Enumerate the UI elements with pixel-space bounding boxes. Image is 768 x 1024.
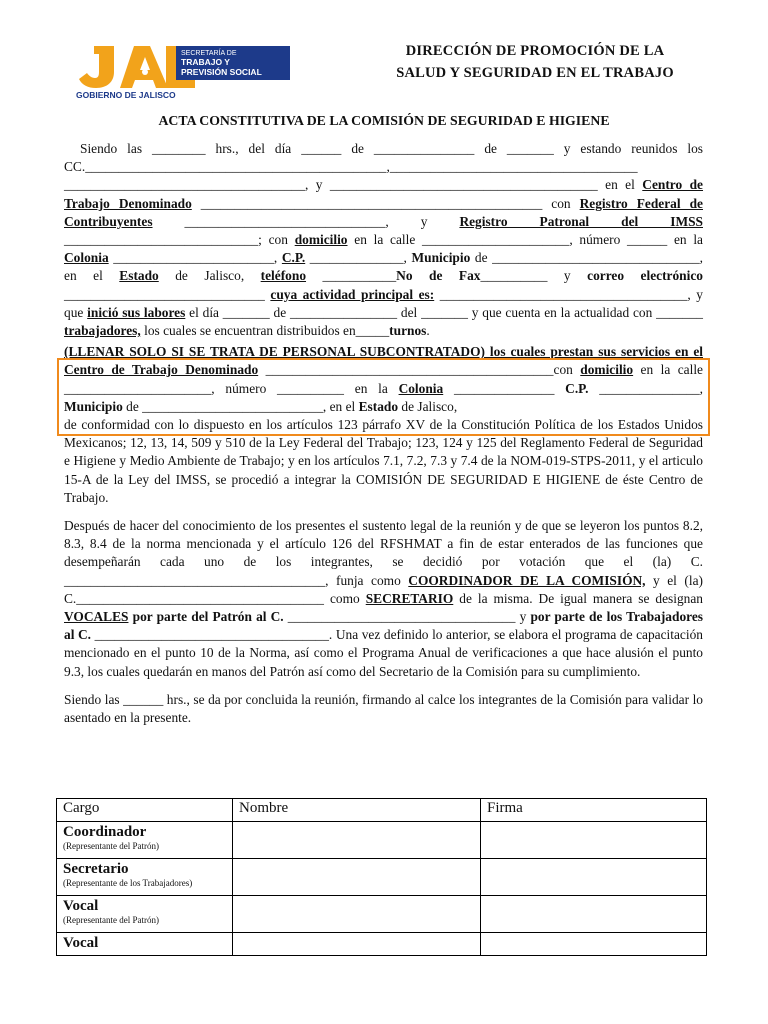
label-rfc: Registro Federal de Contribuyentes bbox=[64, 195, 703, 229]
spacer bbox=[64, 507, 703, 517]
text-segment: de ___________________________, en el bbox=[122, 398, 359, 414]
text-segment: los cuales se encuentran distribuidos en_____ bbox=[140, 323, 390, 339]
label-vocales: VOCALES bbox=[64, 609, 129, 625]
header-cargo: Cargo bbox=[57, 799, 233, 822]
nombre-cell[interactable] bbox=[233, 859, 481, 896]
label-estado-2: Estado bbox=[358, 398, 399, 414]
paragraph-subcontratado bbox=[64, 343, 703, 416]
label-cp-2: C.P. bbox=[565, 380, 589, 396]
label-domicilio: domicilio bbox=[294, 232, 348, 248]
nombre-cell[interactable] bbox=[233, 933, 481, 956]
text-segment: _____________________________; con bbox=[64, 232, 295, 248]
text-segment: __________ y bbox=[480, 268, 588, 284]
text-segment: _____________________________________, y que bbox=[64, 286, 703, 320]
label-colonia-2: Colonia bbox=[398, 380, 444, 396]
label-inicio-labores: inició sus labores bbox=[87, 304, 186, 320]
logo-line2: TRABAJO Y bbox=[181, 57, 230, 67]
cargo-cell bbox=[57, 896, 233, 933]
text-segment: ___________________________________________con bbox=[258, 362, 581, 378]
department-line-1: DIRECCIÓN DE PROMOCIÓN DE LA bbox=[405, 43, 665, 59]
header-nombre: Nombre bbox=[233, 799, 481, 822]
label-por-parte-patron: por parte del Patrón al C. bbox=[132, 609, 284, 625]
label-domicilio-2: domicilio bbox=[580, 362, 634, 378]
text-segment: . bbox=[426, 323, 430, 339]
text-segment: en la calle ______________________, número ______ en la bbox=[347, 232, 703, 248]
logo-footer: GOBIERNO DE JALISCO bbox=[76, 90, 176, 100]
table-header-row bbox=[57, 799, 707, 822]
label-municipio: Municipio bbox=[411, 250, 471, 266]
text-segment: ___________________________________. Una vez definido lo anterior, se elabora el programa de capacitación mencionado en el punto 10 de la Norma, así como el Programa Anual de verificaciones a que hace alusión el punto 9.3, los cuales quedarán en manos del Patrón así como del Secretario de la Comisión para su cumplimiento. bbox=[64, 627, 703, 679]
text-segment: el día _______ de ________________ del _______ y que cuenta en la actualidad con _______ bbox=[185, 304, 703, 320]
cargo-name: Vocal bbox=[63, 898, 99, 914]
subcontratado-lead: (LLENAR SOLO SI SE TRATA DE PERSONAL SUBCONTRATADO) los cuales prestan sus servicios en el Centro de Trabajo Denominado bbox=[64, 344, 703, 378]
nombre-cell[interactable] bbox=[233, 822, 481, 859]
text-segment: Después de hacer del conocimiento de los presentes el sustento legal de la reunión y de que se leyeron los puntos 8.2, 8.3, 8.4 de la norma mencionada y el artículo 126 del RFSHMAT a fin de estar enterados de las funciones que desempeñarán cada uno de los integrantes, se decidió por votación que el (la) C. _______________________________________, funja como bbox=[64, 518, 703, 588]
firma-cell[interactable] bbox=[481, 822, 707, 859]
label-cp: C.P. bbox=[281, 250, 306, 266]
table-row bbox=[57, 859, 707, 896]
text-segment: de Jalisco, bbox=[158, 268, 261, 284]
label-coordinador: COORDINADOR DE LA COMISIÓN, bbox=[408, 572, 646, 588]
text-segment: Siendo las ________ hrs., del día ______ de _______________ de _______ y estando reunidos los CC._____________________________________________,_____________________________________ ____________________________________, y ________________________________________ en el bbox=[64, 141, 703, 193]
label-correo: correo electrónico bbox=[587, 268, 703, 284]
text-segment: de Jalisco, bbox=[398, 398, 458, 414]
cargo-subtitle: (Representante de los Trabajadores) bbox=[63, 878, 193, 888]
logo-line1: SECRETARÍA DE bbox=[181, 50, 237, 57]
label-centro-trabajo: Centro de Trabajo Denominado bbox=[64, 177, 704, 211]
table-row bbox=[57, 933, 707, 956]
label-turnos: turnos bbox=[389, 323, 427, 339]
text-segment: __________________________________ y bbox=[283, 609, 531, 625]
firma-cell[interactable] bbox=[481, 896, 707, 933]
cargo-cell bbox=[57, 933, 233, 956]
text-segment: de _______________________________, en el bbox=[64, 250, 704, 284]
label-registro-imss: Registro Patronal del IMSS bbox=[459, 213, 703, 229]
paragraph-datos-generales bbox=[64, 140, 703, 340]
text-segment: ___________ bbox=[306, 268, 397, 284]
text-segment: ______________, bbox=[305, 250, 412, 266]
text-segment: ________________________, bbox=[108, 250, 282, 266]
firma-cell[interactable] bbox=[481, 933, 707, 956]
cargo-name: Vocal bbox=[63, 935, 99, 951]
text-segment: de la misma. De igual manera se designan bbox=[453, 590, 703, 606]
header-firma: Firma bbox=[481, 799, 707, 822]
logo-line3: PREVISIÓN SOCIAL bbox=[181, 67, 262, 77]
table-row bbox=[57, 896, 707, 933]
text-segment: ______________________________ bbox=[64, 286, 271, 302]
text-segment: _______________, bbox=[588, 380, 704, 396]
paragraph-designacion bbox=[64, 517, 703, 681]
jal-logo-graphic bbox=[74, 42, 290, 100]
nombre-cell[interactable] bbox=[233, 896, 481, 933]
cargo-cell bbox=[57, 859, 233, 896]
signature-table bbox=[56, 798, 707, 956]
cargo-cell bbox=[57, 822, 233, 859]
document-title: ACTA CONSTITUTIVA DE LA COMISIÓN DE SEGURIDAD E HIGIENE bbox=[158, 113, 610, 128]
label-fax: No de Fax bbox=[396, 268, 481, 284]
cargo-name: Coordinador bbox=[63, 824, 147, 840]
label-secretario: SECRETARIO bbox=[365, 590, 454, 606]
paragraph-fundamento-legal: de conformidad con lo dispuesto en los artículos 123 párrafo XV de la Constitución Política de los Estados Unidos Mexicanos; 12, 13, 14, 509 y 510 de la Ley Federal del Trabajo; 123, 124 y 125 del Reglamento Federal de Seguridad e Higiene y Medio Ambiente de Trabajo; y en los artículos 7.1, 7.2, 7.3 y 7.4 de la NOM-019-STPS-2011, y el articulo 15-A de la Ley del IMSS, se procedió a integrar la COMISIÓN DE SEGURIDAD E HIGIENE de éste Centro de Trabajo. bbox=[64, 417, 703, 505]
label-actividad: cuya actividad principal es: bbox=[270, 286, 435, 302]
label-colonia: Colonia bbox=[64, 250, 109, 266]
label-municipio-2: Municipio bbox=[64, 398, 123, 414]
text-segment: y el (la) C._____________________________________ como bbox=[64, 572, 703, 606]
document-body bbox=[64, 140, 703, 727]
spacer bbox=[64, 681, 703, 691]
firma-cell[interactable] bbox=[481, 859, 707, 896]
jalisco-logo bbox=[74, 42, 290, 100]
department-heading bbox=[370, 40, 700, 84]
table-row bbox=[57, 822, 707, 859]
label-por-parte-trabajadores: por parte de los Trabajadores al C. bbox=[64, 609, 703, 643]
label-telefono: teléfono bbox=[260, 268, 307, 284]
text-segment: en la calle ______________________, número __________ en la bbox=[64, 362, 703, 396]
cargo-subtitle: (Representante del Patrón) bbox=[63, 841, 159, 851]
department-line-2: SALUD Y SEGURIDAD EN EL TRABAJO bbox=[396, 65, 674, 81]
text-segment: _______________ bbox=[443, 380, 566, 396]
text-segment: ______________________________, y bbox=[152, 213, 460, 229]
text-segment: ___________________________________________________ con bbox=[191, 195, 580, 211]
label-estado: Estado bbox=[119, 268, 159, 284]
paragraph-cierre: Siendo las ______ hrs., se da por concluida la reunión, firmando al calce los integrantes de la Comisión para validar lo asentado en la presente. bbox=[64, 691, 703, 726]
cargo-name: Secretario bbox=[63, 861, 129, 877]
cargo-subtitle: (Representante del Patrón) bbox=[63, 915, 159, 925]
label-trabajadores: trabajadores, bbox=[64, 323, 141, 339]
